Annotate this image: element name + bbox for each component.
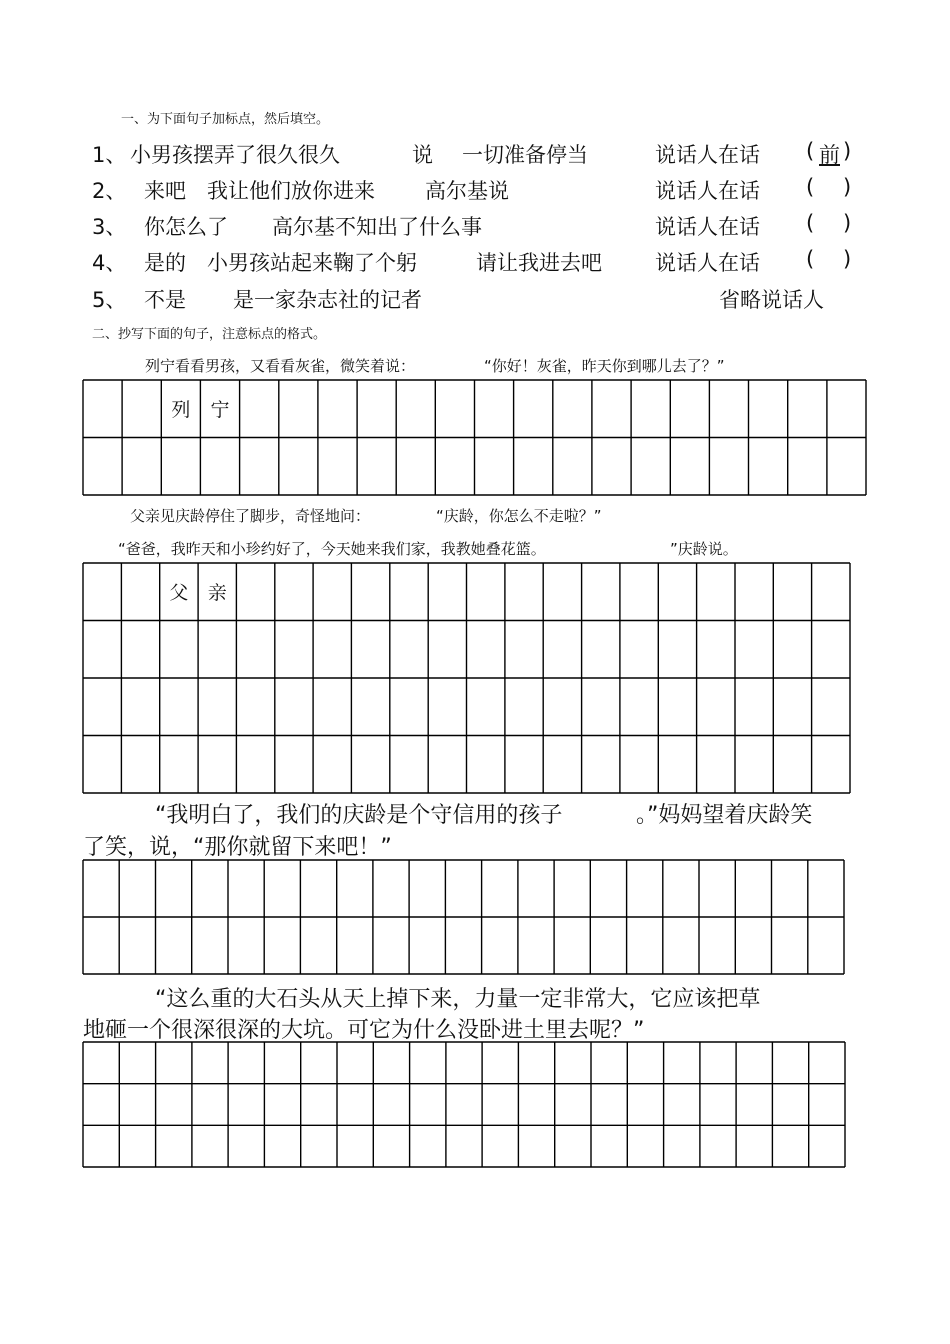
item1-text-a: 小男孩摆弄了很久很久 (130, 143, 340, 167)
section1-heading: 一、为下面句子加标点，然后填空。 (121, 112, 330, 127)
item1-speaker-label: 说话人在话 (655, 143, 760, 167)
grid-character: 宁 (210, 398, 230, 421)
item4-text-a: 是的 (144, 251, 186, 275)
item3-paren-close: ) (843, 211, 852, 235)
ex1-sentence-b: “你好！灰雀，昨天你到哪儿去了？” (484, 357, 725, 375)
item3-text-a: 你怎么了 (144, 215, 228, 239)
ex2-sentence-b: “庆龄，你怎么不走啦？” (436, 507, 602, 525)
item2-paren-open: ( (806, 175, 815, 199)
grid-character: 亲 (207, 581, 227, 604)
item2-text-c: 高尔基说 (425, 179, 509, 203)
ex2-sentence-a: 父亲见庆龄停住了脚步，奇怪地问： (130, 507, 371, 525)
ex2-sentence-c: “爸爸，我昨天和小珍约好了，今天她来我们家，我教她叠花篮。 (118, 540, 546, 558)
grid-character: 列 (171, 398, 191, 421)
section2-heading: 二、抄写下面的句子，注意标点的格式。 (92, 327, 327, 342)
grid-character: 父 (169, 581, 189, 604)
item5-speaker-label: 省略说话人 (719, 288, 824, 312)
ex3-sentence-b: 。”妈妈望着庆龄笑 (636, 803, 813, 828)
ex2-sentence-d: ”庆龄说。 (670, 540, 738, 558)
item2-number: 2、 (92, 179, 127, 203)
item3-text-b: 高尔基不知出了什么事 (272, 215, 482, 239)
item2-text-a: 来吧 (144, 179, 186, 203)
ex3-sentence-a: “我明白了，我们的庆龄是个守信用的孩子 (155, 803, 563, 828)
item1-number: 1、 (92, 143, 127, 167)
item5-text-a: 不是 (144, 288, 186, 312)
item4-text-b: 小男孩站起来鞠了个躬 (207, 251, 417, 275)
item5-text-b: 是一家杂志社的记者 (233, 288, 422, 312)
item4-paren-open: ( (806, 247, 815, 271)
item1-answer[interactable]: 前 (819, 143, 840, 167)
ex3-writing-grid[interactable] (83, 860, 845, 975)
item4-paren-close: ) (843, 247, 852, 271)
item1-paren-open: ( (806, 139, 815, 163)
item1-text-b: 说 (412, 143, 433, 167)
item3-answer-blank[interactable] (819, 211, 839, 237)
item3-speaker-label: 说话人在话 (655, 215, 760, 239)
item1-text-c: 一切准备停当 (462, 143, 588, 167)
item3-number: 3、 (92, 215, 127, 239)
item3-paren-open: ( (806, 211, 815, 235)
ex4-sentence-a: “这么重的大石头从天上掉下来，力量一定非常大，它应该把草 (155, 987, 761, 1012)
item1-paren-close: ) (843, 139, 852, 163)
item2-paren-close: ) (843, 175, 852, 199)
item2-text-b: 我让他们放你进来 (207, 179, 375, 203)
ex4-writing-grid[interactable] (83, 1042, 846, 1168)
item4-speaker-label: 说话人在话 (655, 251, 760, 275)
item4-number: 4、 (92, 251, 127, 275)
item2-speaker-label: 说话人在话 (655, 179, 760, 203)
item5-number: 5、 (92, 288, 127, 312)
ex1-writing-grid[interactable] (83, 380, 867, 496)
ex4-sentence-b: 地砸一个很深很深的大坑。可它为什么没卧进土里去呢？” (83, 1018, 645, 1043)
ex3-sentence-c: 了笑，说，“那你就留下来吧！” (83, 835, 392, 860)
ex2-writing-grid[interactable] (83, 563, 851, 794)
item4-answer-blank[interactable] (819, 247, 839, 273)
item2-answer-blank[interactable] (819, 175, 839, 201)
item4-text-c: 请让我进去吧 (476, 251, 602, 275)
ex1-sentence-a: 列宁看看男孩，又看看灰雀，微笑着说： (145, 357, 416, 375)
